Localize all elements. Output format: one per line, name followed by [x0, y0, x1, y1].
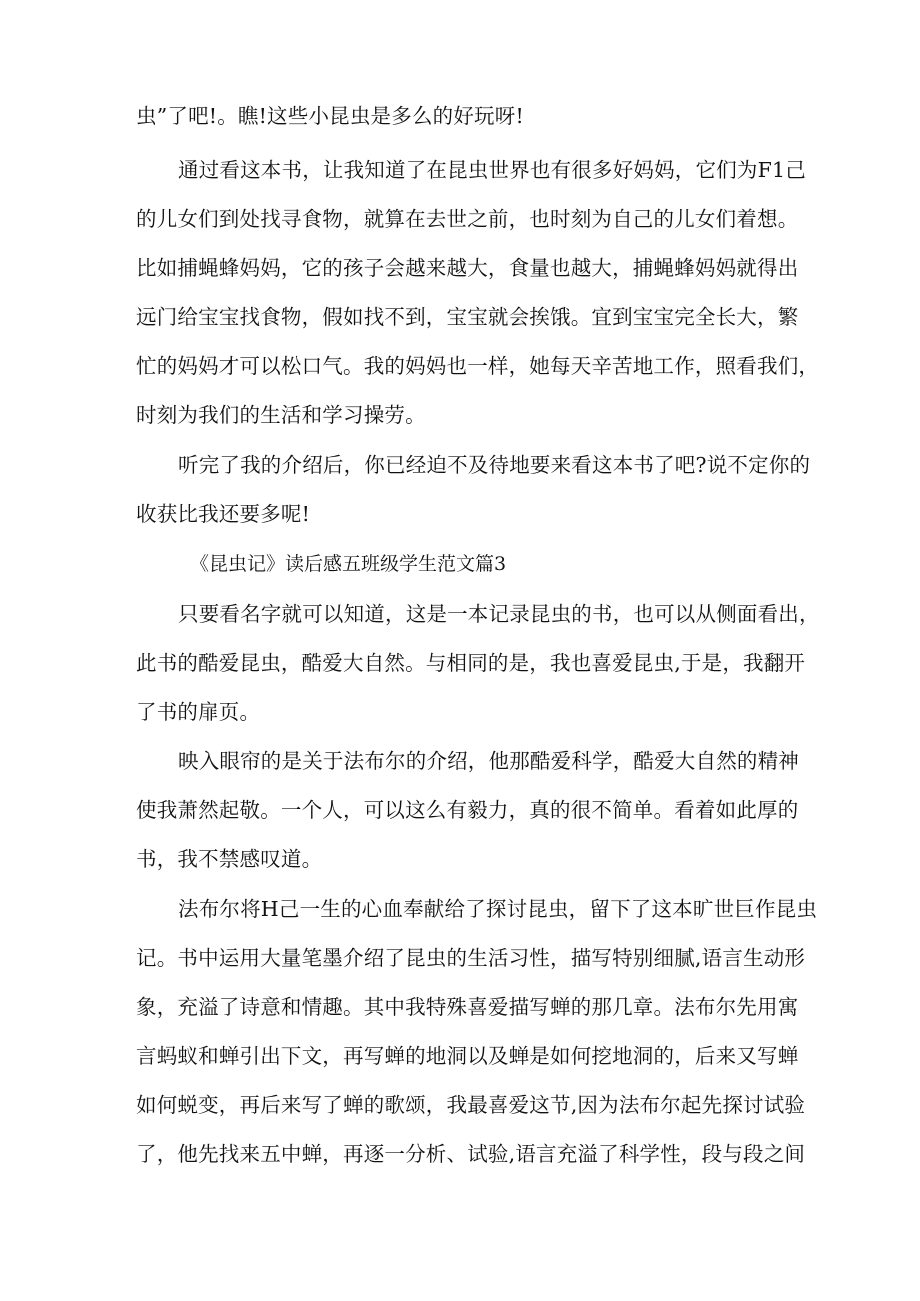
- paragraph-2-line-4: 远门给宝宝找食物，假如找不到，宝宝就会挨饿。宜到宝宝完全长大，繁: [136, 305, 799, 329]
- paragraph-2-line-3: 比如捕蝇蜂妈妈，它的孩子会越来越大，食量也越大，捕蝇蜂妈妈就得出: [136, 256, 799, 280]
- paragraph-2-line-5: 忙的妈妈才可以松口气。我的妈妈也一样，她每天辛苦地工作，照看我们，: [136, 354, 820, 378]
- paragraph-7-line-3: 象，充溢了诗意和情趣。其中我特殊喜爱描写蝉的那几章。法布尔先用寓: [136, 995, 799, 1019]
- paragraph-3-line-2: 收获比我还要多呢!: [136, 502, 311, 526]
- paragraph-3-line-1: 听完了我的介绍后，你已经迫不及待地要来看这本书了吧?说不定你的: [178, 453, 811, 477]
- paragraph-6-line-3: 书，我不禁感叹道。: [136, 847, 323, 871]
- paragraph-1-line-1: 虫”了吧!。瞧!这些小昆虫是多么的好玩呀!: [136, 104, 524, 128]
- paragraph-5-line-3: 了书的扉页。: [136, 700, 261, 724]
- paragraph-6-line-2: 使我萧然起敬。一个人，可以这么有毅力，真的很不简单。看着如此厚的: [136, 798, 799, 822]
- paragraph-5-line-1: 只要看名字就可以知道，这是一本记录昆虫的书，也可以从侧面看出，: [178, 602, 820, 626]
- paragraph-7-line-4: 言蚂蚁和蝉引出下文，再写蝉的地洞以及蝉是如何挖地洞的，后来又写蝉: [136, 1044, 799, 1068]
- paragraph-2-line-1: 通过看这本书，让我知道了在昆虫世界也有很多好妈妈，它们为F1己: [178, 158, 806, 182]
- paragraph-7-line-1: 法布尔将H己一生的心血奉献给了探讨昆虫，留下了这本旷世巨作昆虫: [178, 897, 818, 921]
- paragraph-7-line-2: 记。书中运用大量笔墨介绍了昆虫的生活习性，描写特别细腻,语言生动形: [136, 946, 806, 970]
- section-heading: 《昆虫记》读后感五班级学生范文篇3: [190, 553, 507, 575]
- paragraph-6-line-1: 映入眼帘的是关于法布尔的介绍，他那酷爱科学，酷爱大自然的精神: [178, 749, 799, 773]
- paragraph-7-line-6: 了，他先找来五中蝉，再逐一分析、试验,语言充溢了科学性，段与段之间: [136, 1142, 806, 1166]
- paragraph-5-line-2: 此书的酷爱昆虫，酷爱大自然。与相同的是，我也喜爱昆虫,于是，我翻开: [136, 651, 806, 675]
- paragraph-2-line-6: 时刻为我们的生活和学习操劳。: [136, 403, 426, 427]
- paragraph-2-line-2: 的儿女们到处找寻食物，就算在去世之前，也时刻为自己的儿女们着想。: [136, 207, 799, 231]
- paragraph-7-line-5: 如何蜕变，再后来写了蝉的歌颂，我最喜爱这节,因为法布尔起先探讨试验: [136, 1093, 806, 1117]
